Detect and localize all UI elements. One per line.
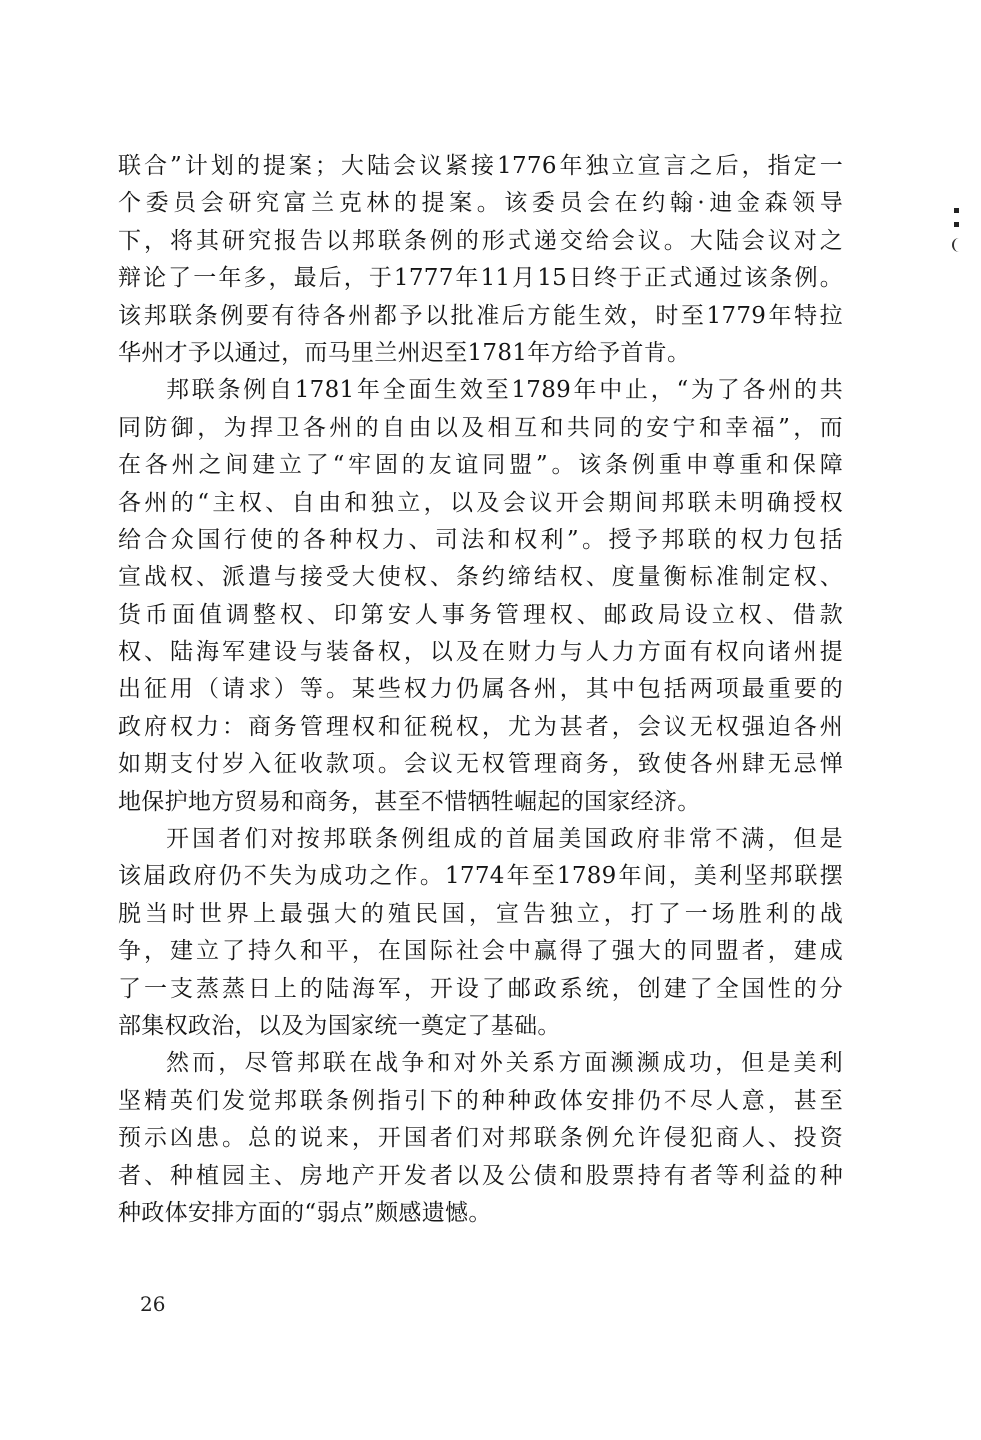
- text-line: 给合众国行使的各种权力、司法和权利”。授予邦联的权力包括: [118, 526, 843, 553]
- page-number: 26: [140, 1292, 166, 1316]
- text-line: 种政体安排方面的“弱点”颇感遗憾。: [118, 1199, 492, 1226]
- text-line: 个委员会研究富兰克林的提案。该委员会在约翰·迪金森领导: [118, 190, 843, 217]
- text-line: 货币面值调整权、印第安人事务管理权、邮政局设立权、借款: [118, 601, 843, 628]
- text-line: 争，建立了持久和平，在国际社会中赢得了强大的同盟者，建成: [118, 938, 843, 965]
- text-line: 联合”计划的提案；大陆会议紧接1776年独立宣言之后，指定一: [118, 153, 843, 179]
- text-line: 同防御，为捍卫各州的自由以及相互和共同的安宁和幸福”，而: [118, 414, 843, 441]
- margin-mark: [954, 208, 959, 213]
- paragraph-first-line: 然而，尽管邦联在战争和对外关系方面濒濒成功，但是美利: [166, 1050, 843, 1077]
- text-line: 宣战权、派遣与接受大使权、条约缔结权、度量衡标准制定权、: [118, 564, 843, 591]
- paragraph-first-line: 邦联条例自1781年全面生效至1789年中止，“为了各州的共: [166, 377, 843, 404]
- text-line: 了一支蒸蒸日上的陆海军，开设了邮政系统，创建了全国性的分: [118, 975, 843, 1002]
- text-line: 脱当时世界上最强大的殖民国，宣告独立，打了一场胜利的战: [118, 900, 843, 927]
- text-line: 权、陆海军建设与装备权，以及在财力与人力方面有权向诸州提: [118, 639, 843, 666]
- text-line: 部集权政治，以及为国家统一奠定了基础。: [118, 1012, 561, 1039]
- body-text: [118, 148, 843, 1232]
- text-line: 预示凶患。总的说来，开国者们对邦联条例允许侵犯商人、投资: [118, 1125, 843, 1152]
- margin-mark: [952, 238, 962, 252]
- margin-mark: [954, 222, 959, 227]
- text-line: 下，将其研究报告以邦联条例的形式递交给会议。大陆会议对之: [118, 227, 843, 254]
- text-line: 该邦联条例要有待各州都予以批准后方能生效，时至1779年特拉: [118, 302, 843, 329]
- text-line: 该届政府仍不失为成功之作。1774年至1789年间，美利坚邦联摆: [118, 863, 843, 890]
- text-line: 坚精英们发觉邦联条例指引下的种种政体安排仍不尽人意，甚至: [118, 1087, 843, 1114]
- text-line: 者、种植园主、房地产开发者以及公债和股票持有者等利益的种: [118, 1162, 843, 1189]
- margin-annotation-marks: [952, 208, 966, 264]
- text-line: 地保护地方贸易和商务，甚至不惜牺牲崛起的国家经济。: [118, 788, 701, 815]
- text-line: 华州才予以通过，而马里兰州迟至1781年方给予首肯。: [118, 339, 691, 366]
- text-line: 政府权力：商务管理权和征税权，尤为甚者，会议无权强迫各州: [118, 713, 843, 740]
- text-line: 如期支付岁入征收款项。会议无权管理商务，致使各州肆无忌惮: [118, 751, 843, 778]
- paragraph-first-line: 开国者们对按邦联条例组成的首届美国政府非常不满，但是: [166, 826, 843, 853]
- text-line: 出征用（请求）等。某些权力仍属各州，其中包括两项最重要的: [118, 676, 843, 703]
- text-line: 辩论了一年多，最后，于1777年11月15日终于正式通过该条例。: [118, 265, 843, 292]
- text-line: 各州的“主权、自由和独立，以及会议开会期间邦联未明确授权: [118, 489, 843, 516]
- text-line: 在各州之间建立了“牢固的友谊同盟”。该条例重申尊重和保障: [118, 452, 843, 479]
